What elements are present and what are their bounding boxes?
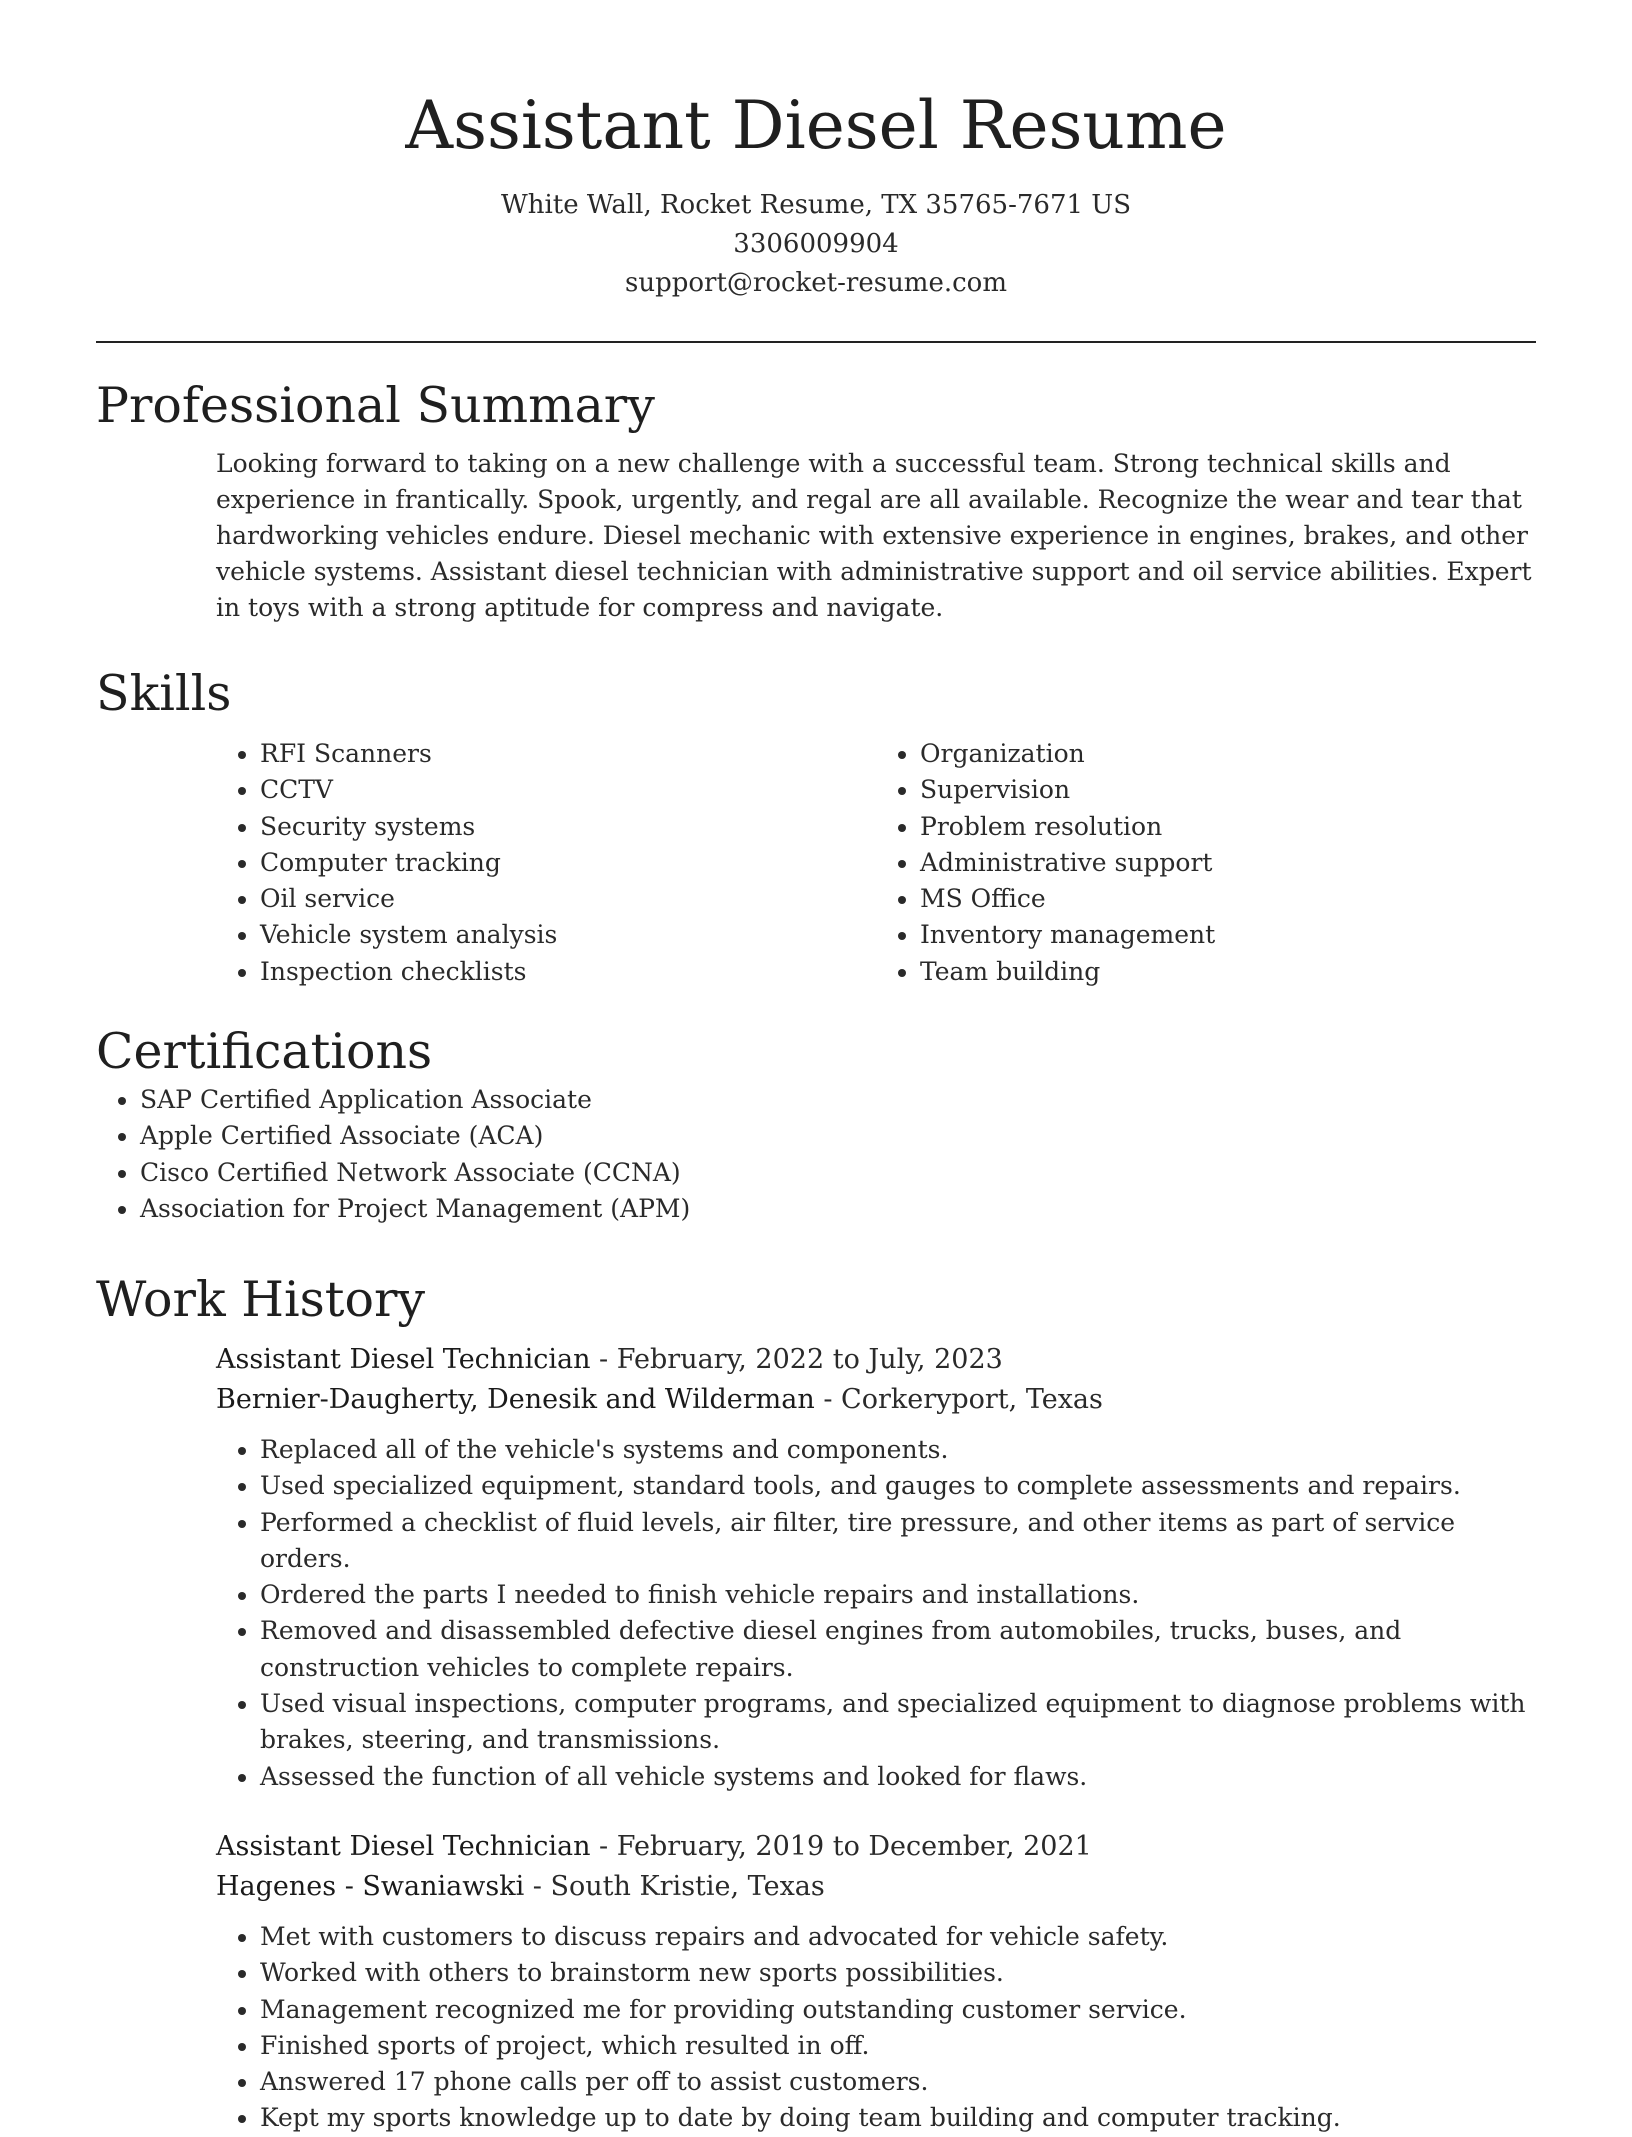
separator: - (524, 1870, 551, 1902)
resume-header (0, 0, 1632, 303)
phone: 3306009904 (733, 229, 899, 259)
certifications-list (96, 1082, 1536, 1227)
job-dates: February, 2019 to December, 2021 (616, 1830, 1092, 1862)
summary-section (96, 376, 1536, 626)
skills-columns (216, 736, 1536, 990)
job-title: Assistant Diesel Technician (216, 1344, 591, 1375)
skill-item: • Inspection checklists (260, 954, 876, 990)
resume-title: Assistant Diesel Resume (405, 87, 1227, 164)
work-history-heading: Work History (96, 1271, 426, 1328)
job-bullet: • Answered 17 phone calls per off to assist customers. (260, 2064, 1536, 2100)
separator: - (590, 1344, 617, 1375)
skill-item: • CCTV (260, 772, 876, 808)
certification-item: • Association for Project Management (APM) (140, 1191, 1536, 1227)
skill-item: • Problem resolution (920, 809, 1536, 845)
skill-item: • Supervision (920, 772, 1536, 808)
skill-item: • Vehicle system analysis (260, 917, 876, 953)
skill-item: • Security systems (260, 809, 876, 845)
skill-item: • Team building (920, 954, 1536, 990)
email: support@rocket-resume.com (624, 268, 1007, 298)
job-bullet: • Performed a checklist of fluid levels, air filter, tire pressure, and other items as part of service orders. (260, 1505, 1536, 1578)
skill-item: • MS Office (920, 881, 1536, 917)
certification-item: • Apple Certified Associate (ACA) (140, 1118, 1536, 1154)
job-company-line (216, 1867, 1536, 1907)
summary-text: Looking forward to taking on a new challenge with a successful team. Strong technical skills and experience in frantically. Spook, urgently, and regal are all available. Recognize the wear and tear that hardworking vehicles endure. Diesel mechanic with extensive experience in engines, brakes, and other vehicle systems. Assistant diesel technician with administrative support and oil service abilities. Expert in toys with a strong aptitude for compress and navigate. (216, 449, 1532, 622)
job-bullet: • Used visual inspections, computer programs, and specialized equipment to diagnose problems with brakes, steering, and transmissions. (260, 1686, 1536, 1759)
job-location: South Kristie, Texas (550, 1870, 825, 1902)
job-company-line (216, 1380, 1536, 1420)
job-bullet: • Worked with others to brainstorm new sports possibilities. (260, 1955, 1536, 1991)
separator: - (814, 1384, 842, 1415)
skill-item: • Computer tracking (260, 845, 876, 881)
certification-item: • Cisco Certified Network Associate (CCNA) (140, 1155, 1536, 1191)
contact-block (0, 186, 1632, 303)
job-bullet: • Management recognized me for providing outstanding customer service. (260, 1992, 1536, 2028)
job-bullets (96, 1919, 1536, 2137)
job-bullet: • Kept my sports knowledge up to date by doing team building and computer tracking. (260, 2100, 1536, 2136)
job-bullets (96, 1432, 1536, 1795)
job-bullet: • Replaced all of the vehicle's systems and components. (260, 1432, 1536, 1468)
summary-heading: Professional Summary (96, 377, 655, 434)
skill-item: • RFI Scanners (260, 736, 876, 772)
separator: - (590, 1830, 617, 1862)
work-history-section (96, 1270, 1536, 2137)
certification-item: • SAP Certified Application Associate (140, 1082, 1536, 1118)
skill-item: • Administrative support (920, 845, 1536, 881)
job-title-line (216, 1827, 1536, 1867)
header-divider (96, 341, 1536, 343)
job-bullet: • Met with customers to discuss repairs and advocated for vehicle safety. (260, 1919, 1536, 1955)
job-title-line (216, 1340, 1536, 1380)
job-bullet: • Assessed the function of all vehicle systems and looked for flaws. (260, 1759, 1536, 1795)
skills-heading: Skills (96, 665, 232, 722)
job-dates: February, 2022 to July, 2023 (616, 1344, 1003, 1375)
skills-list-right (876, 736, 1536, 990)
job-company: Hagenes - Swaniawski (216, 1870, 525, 1902)
skill-item: • Oil service (260, 881, 876, 917)
skills-list-left (216, 736, 876, 990)
certifications-heading: Certifications (96, 1023, 433, 1080)
job-bullet: • Removed and disassembled defective diesel engines from automobiles, trucks, buses, and construction vehicles to complete repairs. (260, 1613, 1536, 1686)
skill-item: • Inventory management (920, 917, 1536, 953)
job-entry (216, 1827, 1536, 2137)
job-company: Bernier-Daugherty, Denesik and Wilderman (216, 1384, 815, 1415)
job-bullet: • Ordered the parts I needed to finish vehicle repairs and installations. (260, 1577, 1536, 1613)
skills-section (96, 664, 1536, 990)
job-bullet: • Used specialized equipment, standard tools, and gauges to complete assessments and repairs. (260, 1468, 1536, 1504)
job-title: Assistant Diesel Technician (216, 1830, 591, 1862)
job-location: Corkeryport, Texas (841, 1384, 1103, 1415)
skill-item: • Organization (920, 736, 1536, 772)
certifications-section (96, 1022, 1536, 1227)
address: White Wall, Rocket Resume, TX 35765-7671 US (500, 190, 1132, 220)
job-entry (216, 1340, 1536, 1795)
job-bullet: • Finished sports of project, which resulted in off. (260, 2028, 1536, 2064)
